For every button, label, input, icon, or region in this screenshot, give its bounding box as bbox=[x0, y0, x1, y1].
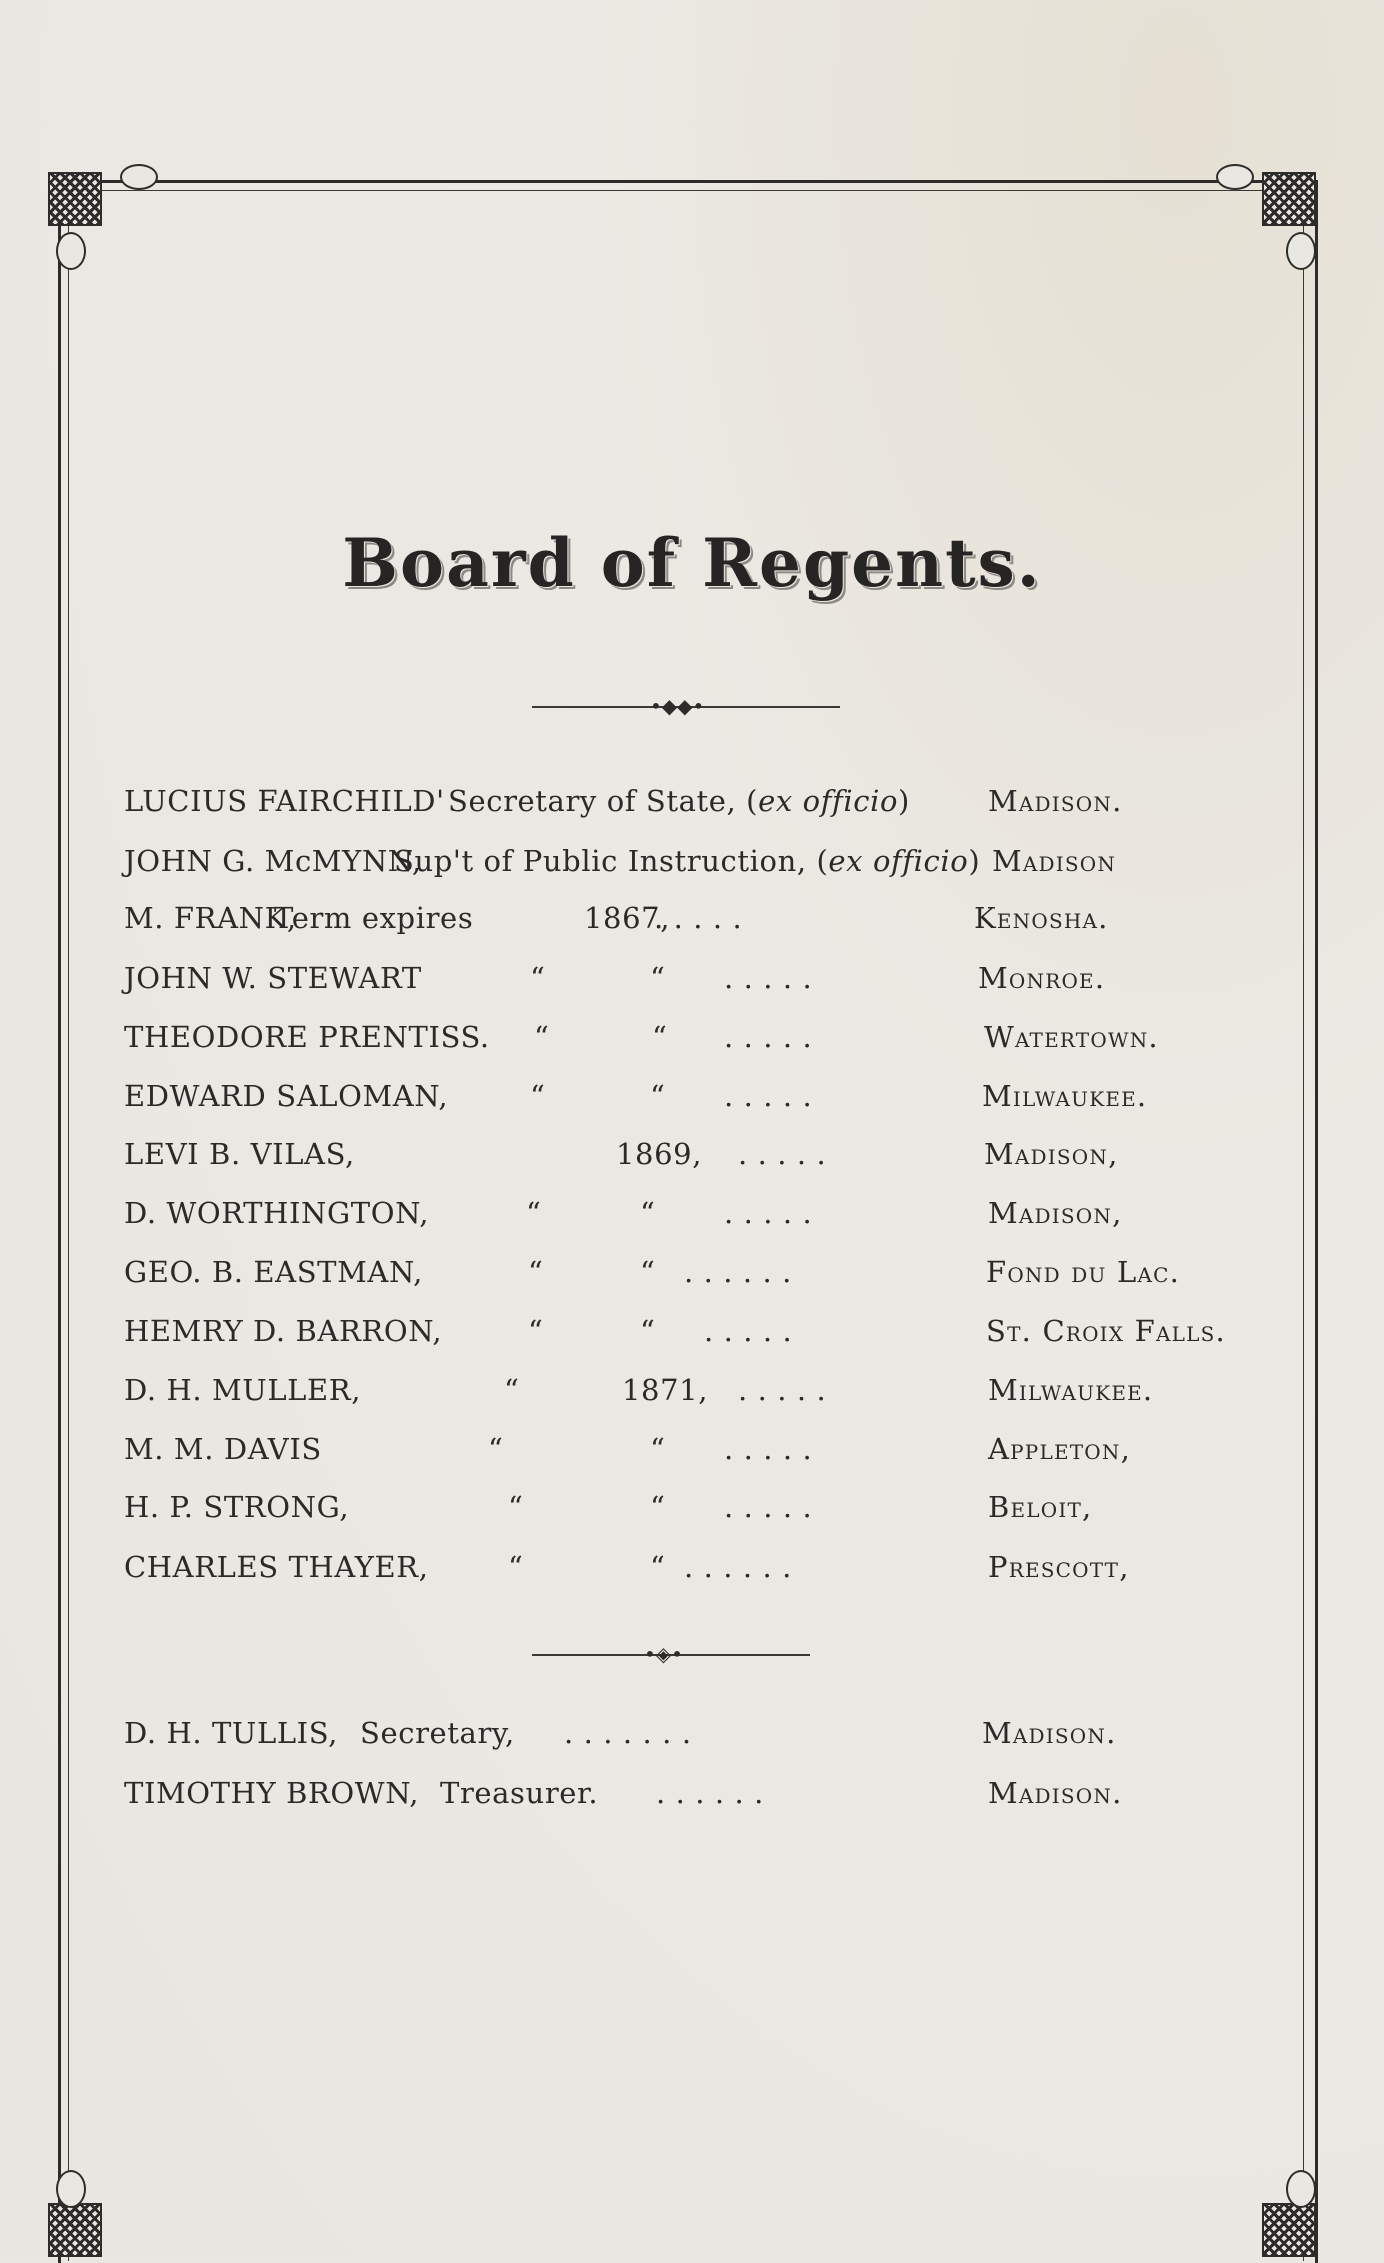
leader-dots: . . . . . . bbox=[684, 1550, 793, 1584]
leader-dots: . . . . . bbox=[654, 901, 743, 935]
ditto-mark: “ bbox=[650, 961, 666, 995]
ditto-mark: “ bbox=[640, 1314, 656, 1348]
list-item bbox=[124, 841, 1264, 881]
ditto-mark: “ bbox=[508, 1490, 524, 1524]
list-item bbox=[124, 1193, 1264, 1233]
officer-role: Secretary, bbox=[360, 1716, 515, 1750]
ditto-mark: “ bbox=[526, 1196, 542, 1230]
regent-place: Fond du Lac. bbox=[986, 1255, 1181, 1289]
list-item bbox=[124, 1429, 1264, 1469]
regent-name: LUCIUS FAIRCHILD' bbox=[124, 784, 445, 818]
page-title: Board of Regents. bbox=[342, 524, 1042, 602]
regent-name: CHARLES THAYER, bbox=[124, 1550, 429, 1584]
regent-place: Kenosha. bbox=[974, 901, 1109, 935]
list-item bbox=[124, 1252, 1264, 1292]
leader-dots: . . . . . bbox=[724, 961, 813, 995]
list-item bbox=[124, 1487, 1264, 1527]
list-item bbox=[124, 1547, 1264, 1587]
officer-role: Treasurer. bbox=[440, 1776, 599, 1810]
ditto-mark: “ bbox=[528, 1314, 544, 1348]
regent-place: Monroe. bbox=[978, 961, 1106, 995]
ditto-mark: “ bbox=[640, 1255, 656, 1289]
leader-dots: . . . . . bbox=[724, 1490, 813, 1524]
leader-dots: . . . . . bbox=[738, 1137, 827, 1171]
leader-dots: . . . . . bbox=[724, 1020, 813, 1054]
ditto-mark: “ bbox=[650, 1079, 666, 1113]
ditto-mark: “ bbox=[528, 1255, 544, 1289]
regent-name: THEODORE PRENTISS. bbox=[124, 1020, 490, 1054]
officer-place: Madison. bbox=[988, 1776, 1123, 1810]
section-divider-ornament: •◈• bbox=[644, 1642, 683, 1666]
regent-name: GEO. B. EASTMAN, bbox=[124, 1255, 423, 1289]
ditto-mark: “ bbox=[652, 1020, 668, 1054]
regent-name: D. H. MULLER, bbox=[124, 1373, 362, 1407]
corner-ornament-top-right bbox=[1262, 172, 1316, 226]
term-label: Term expires bbox=[274, 901, 474, 935]
list-item bbox=[124, 1773, 1264, 1813]
list-item bbox=[124, 1076, 1264, 1116]
regent-name: JOHN G. McMYNN, bbox=[124, 844, 422, 878]
leader-dots: . . . . . . . bbox=[564, 1716, 692, 1750]
regent-name: HEMRY D. BARRON, bbox=[124, 1314, 443, 1348]
leader-dots: . . . . . . bbox=[656, 1776, 765, 1810]
regent-place: Prescott, bbox=[988, 1550, 1130, 1584]
regent-place: Milwaukee. bbox=[988, 1373, 1154, 1407]
regent-name: M. M. DAVIS bbox=[124, 1432, 322, 1466]
list-item bbox=[124, 781, 1264, 821]
ditto-mark: “ bbox=[504, 1373, 520, 1407]
regent-place: Appleton, bbox=[988, 1432, 1131, 1466]
list-item bbox=[124, 1713, 1264, 1753]
corner-ornament-top-left bbox=[48, 172, 102, 226]
ditto-mark: “ bbox=[650, 1432, 666, 1466]
ditto-mark: “ bbox=[508, 1550, 524, 1584]
leader-dots: . . . . . bbox=[704, 1314, 793, 1348]
regent-place: Madison, bbox=[984, 1137, 1119, 1171]
regent-name: LEVI B. VILAS, bbox=[124, 1137, 355, 1171]
regent-name: H. P. STRONG, bbox=[124, 1490, 350, 1524]
leader-dots: . . . . . . bbox=[684, 1255, 793, 1289]
regent-name: EDWARD SALOMAN, bbox=[124, 1079, 449, 1113]
term-year: 1869, bbox=[616, 1137, 703, 1171]
scroll-ornament-top-right-h bbox=[1216, 164, 1254, 190]
regent-place: Madison. bbox=[988, 784, 1123, 818]
officer-name: D. H. TULLIS, bbox=[124, 1716, 338, 1750]
term-year: 1871, bbox=[622, 1373, 709, 1407]
scroll-ornament-bottom-right bbox=[1286, 2170, 1316, 2208]
regent-place: St. Croix Falls. bbox=[986, 1314, 1226, 1348]
list-item bbox=[124, 1311, 1264, 1351]
regent-place: Watertown. bbox=[984, 1020, 1159, 1054]
regent-place: Madison bbox=[992, 844, 1117, 878]
ditto-mark: “ bbox=[488, 1432, 504, 1466]
scroll-ornament-top-left bbox=[56, 232, 86, 270]
scroll-ornament-top-right bbox=[1286, 232, 1316, 270]
leader-dots: . . . . . bbox=[724, 1196, 813, 1230]
regent-place: Milwaukee. bbox=[982, 1079, 1148, 1113]
list-item bbox=[124, 1017, 1264, 1057]
regent-office: Sup't of Public Instruction, (ex officio) bbox=[394, 844, 981, 878]
regent-name: M. FRANK, bbox=[124, 901, 297, 935]
regent-place: Beloit, bbox=[988, 1490, 1093, 1524]
regent-name: JOHN W. STEWART bbox=[124, 961, 422, 995]
title-divider-ornament: •◆◆• bbox=[650, 694, 705, 718]
corner-ornament-bottom-right bbox=[1262, 2203, 1316, 2257]
term-year: 1867, bbox=[584, 901, 671, 935]
leader-dots: . . . . . bbox=[724, 1432, 813, 1466]
ditto-mark: “ bbox=[530, 961, 546, 995]
regent-place: Madison, bbox=[988, 1196, 1123, 1230]
leader-dots: . . . . . bbox=[738, 1373, 827, 1407]
list-item bbox=[124, 958, 1264, 998]
list-item bbox=[124, 1370, 1264, 1410]
ditto-mark: “ bbox=[650, 1490, 666, 1524]
regent-office: Secretary of State, (ex officio) bbox=[448, 784, 910, 818]
ditto-mark: “ bbox=[530, 1079, 546, 1113]
scroll-ornament-bottom-left bbox=[56, 2170, 86, 2208]
regent-name: D. WORTHINGTON, bbox=[124, 1196, 430, 1230]
list-item bbox=[124, 898, 1264, 938]
leader-dots: . . . . . bbox=[724, 1079, 813, 1113]
ditto-mark: “ bbox=[650, 1550, 666, 1584]
officer-name: TIMOTHY BROWN, bbox=[124, 1776, 420, 1810]
scroll-ornament-top-left-h bbox=[120, 164, 158, 190]
corner-ornament-bottom-left bbox=[48, 2203, 102, 2257]
ditto-mark: “ bbox=[640, 1196, 656, 1230]
list-item bbox=[124, 1134, 1264, 1174]
ditto-mark: “ bbox=[534, 1020, 550, 1054]
officer-place: Madison. bbox=[982, 1716, 1117, 1750]
